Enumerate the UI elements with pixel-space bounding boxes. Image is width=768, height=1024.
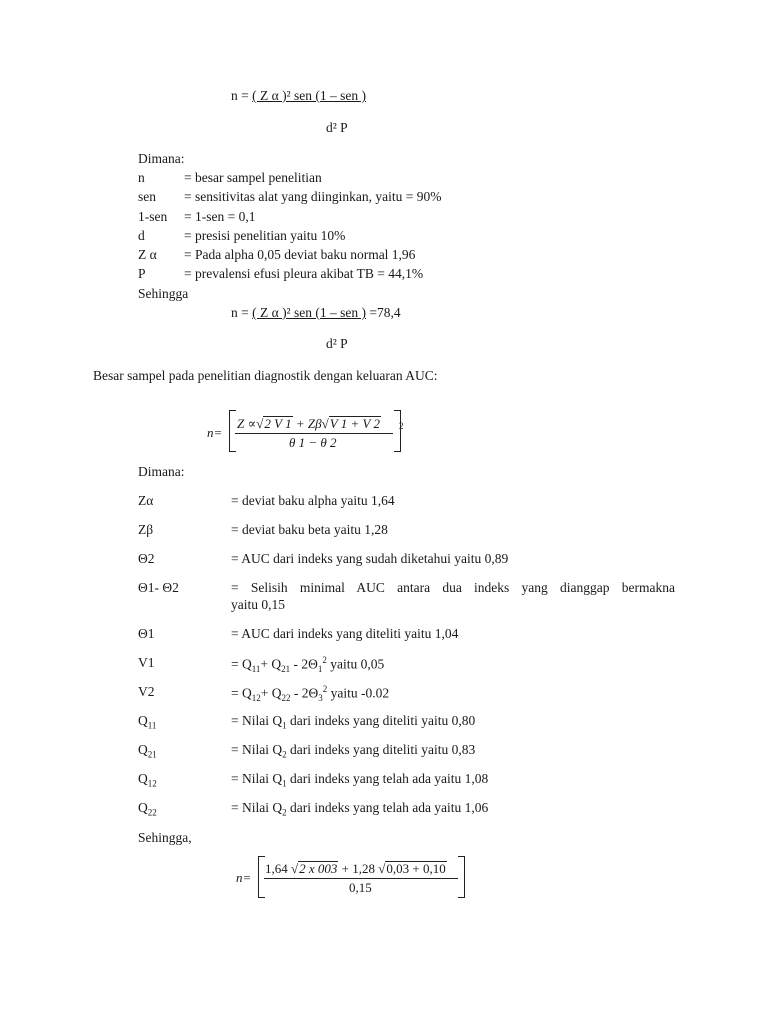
v2-sub-3: 3 — [318, 693, 323, 704]
definition-key: Θ2 — [138, 551, 155, 566]
q-suffix: dari indeks yang telah ada yaitu 1,08 — [286, 771, 489, 786]
q-sub: 1 — [282, 778, 287, 789]
formula-1-result-line — [231, 305, 401, 321]
definition-value: = 1-sen = 0,1 — [184, 209, 256, 224]
formula-1-numerator-line — [231, 88, 366, 104]
v1-prefix: = Q — [231, 656, 252, 672]
definition-key: n — [138, 170, 145, 185]
q-prefix: = Nilai Q — [231, 713, 283, 728]
formula-2-exponent: 2 — [399, 421, 404, 431]
sehingga-label: Sehingga — [138, 286, 189, 301]
q-sub: 2 — [282, 807, 287, 818]
v1-sub-2: 21 — [281, 664, 291, 675]
definition-key: V1 — [138, 655, 155, 670]
formula-1-result-lhs: n = — [231, 305, 253, 320]
formula-3-numerator: 1,64 √2 x 003 + 1,28 √0,03 + 0,10 — [265, 861, 446, 876]
formula-2-z-beta: + Zβ — [295, 416, 322, 431]
formula-3-sqrt-1: 2 x 003 — [299, 861, 338, 876]
formula-3-sqrt-2: 0,03 + 0,10 — [386, 861, 446, 876]
definition-value: = presisi penelitian yaitu 10% — [184, 228, 346, 243]
v2-sup: 2 — [322, 684, 328, 694]
definition-value: = AUC dari indeks yang diteliti yaitu 1,04 — [231, 626, 459, 641]
definition-value — [231, 742, 675, 760]
definition-row — [138, 228, 345, 244]
v1-mid-2: - 2Θ — [290, 656, 318, 672]
definition-key: d — [138, 228, 145, 243]
formula-2-z-alpha: Z ∝ — [237, 416, 257, 431]
definition-value: = deviat baku beta yaitu 1,28 — [231, 522, 388, 537]
definition-value: = Selisih minimal AUC antara dua indeks yang dianggap bermakna — [231, 580, 675, 595]
definition-key — [138, 771, 157, 789]
formula-2-sqrt-v1v2: V 1 + V 2 — [329, 416, 380, 431]
definition-row — [138, 266, 423, 282]
formula-3-denominator: 0,15 — [349, 880, 372, 895]
definition-row — [138, 189, 441, 205]
q-key-sub: 12 — [147, 778, 157, 789]
definition-key: 1-sen — [138, 209, 168, 224]
definition-value — [231, 684, 675, 703]
q-key: Q — [138, 713, 148, 728]
definition-key — [138, 800, 157, 818]
definition-value — [231, 655, 675, 674]
definition-key: Θ1 — [138, 626, 155, 641]
definition-value: = sensitivitas alat yang diinginkan, yaitu = 90% — [184, 189, 442, 204]
definition-key: sen — [138, 189, 156, 204]
v2-sub-1: 12 — [251, 693, 261, 704]
formula-2-right-bracket — [394, 410, 401, 452]
formula-3-a: 1,64 — [265, 861, 288, 876]
formula-2-fraction-line — [235, 433, 393, 434]
q-key: Q — [138, 742, 148, 757]
definition-value-continuation: yaitu 0,15 — [231, 597, 285, 612]
q-prefix: = Nilai Q — [231, 742, 283, 757]
v1-sub-3: 1 — [317, 664, 323, 675]
definition-key — [138, 713, 156, 731]
formula-2-lhs: n= — [207, 425, 223, 440]
q-sub: 1 — [282, 720, 287, 731]
v2-prefix: = Q — [231, 685, 252, 701]
v1-sub-1: 11 — [251, 664, 261, 675]
definition-value — [231, 713, 675, 731]
definition-value — [231, 771, 675, 789]
q-key-sub: 11 — [147, 720, 157, 731]
definition-value: = AUC dari indeks yang sudah diketahui yaitu 0,89 — [231, 551, 509, 566]
formula-2-denominator: θ 1 − θ 2 — [289, 435, 337, 450]
definition-row — [138, 247, 415, 263]
definition-value: = prevalensi efusi pleura akibat TB = 44,1% — [184, 266, 424, 281]
q-prefix: = Nilai Q — [231, 800, 283, 815]
definition-key: Zα — [138, 493, 154, 508]
q-key-sub: 21 — [147, 749, 157, 760]
definition-row — [138, 170, 322, 186]
q-key: Q — [138, 771, 148, 786]
definitions-1-heading: Dimana: — [138, 151, 185, 166]
formula-2-left-bracket — [229, 410, 236, 452]
v1-sup: 2 — [322, 655, 327, 665]
formula-1-result-denominator: d² P — [326, 336, 348, 351]
formula-1-result-value: =78,4 — [365, 305, 401, 320]
q-suffix: dari indeks yang telah ada yaitu 1,06 — [286, 800, 489, 815]
v2-mid-2: - 2Θ — [290, 685, 319, 701]
q-suffix: dari indeks yang diteliti yaitu 0,83 — [286, 742, 476, 757]
formula-1-numerator: ( Z α )² sen (1 – sen ) — [252, 88, 366, 103]
formula-1-denominator: d² P — [326, 120, 348, 135]
definition-value: = Pada alpha 0,05 deviat baku normal 1,96 — [184, 247, 416, 262]
formula-1-result-numerator: ( Z α )² sen (1 – sen ) — [252, 305, 366, 320]
definition-key: Z α — [138, 247, 157, 262]
definition-value: = deviat baku alpha yaitu 1,64 — [231, 493, 395, 508]
auc-intro-text: Besar sampel pada penelitian diagnostik dengan keluaran AUC: — [93, 368, 438, 383]
v1-suffix: yaitu 0,05 — [326, 656, 385, 672]
q-sub: 2 — [282, 749, 287, 760]
definitions-2-heading: Dimana: — [138, 464, 185, 479]
definition-key: V2 — [138, 684, 155, 699]
v2-suffix: yaitu -0.02 — [327, 685, 390, 701]
definition-key: Θ1- Θ2 — [138, 580, 179, 595]
formula-3-left-bracket — [258, 856, 265, 898]
v1-mid-1: + Q — [260, 656, 282, 672]
formula-3-b: + 1,28 — [341, 861, 376, 876]
v2-sub-2: 22 — [281, 693, 291, 704]
definition-key: P — [138, 266, 146, 281]
definition-key — [138, 742, 157, 760]
q-prefix: = Nilai Q — [231, 771, 283, 786]
definition-value: = besar sampel penelitian — [184, 170, 322, 185]
formula-2-sqrt-v1: 2 V 1 — [264, 416, 292, 431]
definition-row — [138, 209, 255, 225]
definition-key: Zβ — [138, 522, 154, 537]
formula-1-lhs: n = — [231, 88, 253, 103]
formula-3-right-bracket — [458, 856, 465, 898]
formula-3-fraction-line — [264, 878, 458, 879]
formula-3-lhs: n= — [236, 870, 252, 885]
q-key: Q — [138, 800, 148, 815]
sehingga-label: Sehingga, — [138, 830, 192, 845]
q-suffix: dari indeks yang diteliti yaitu 0,80 — [286, 713, 476, 728]
q-key-sub: 22 — [147, 807, 157, 818]
v2-mid-1: + Q — [260, 685, 282, 701]
formula-2-numerator: Z ∝√2 V 1 + Zβ√V 1 + V 2 — [237, 416, 380, 431]
definition-value — [231, 800, 675, 818]
